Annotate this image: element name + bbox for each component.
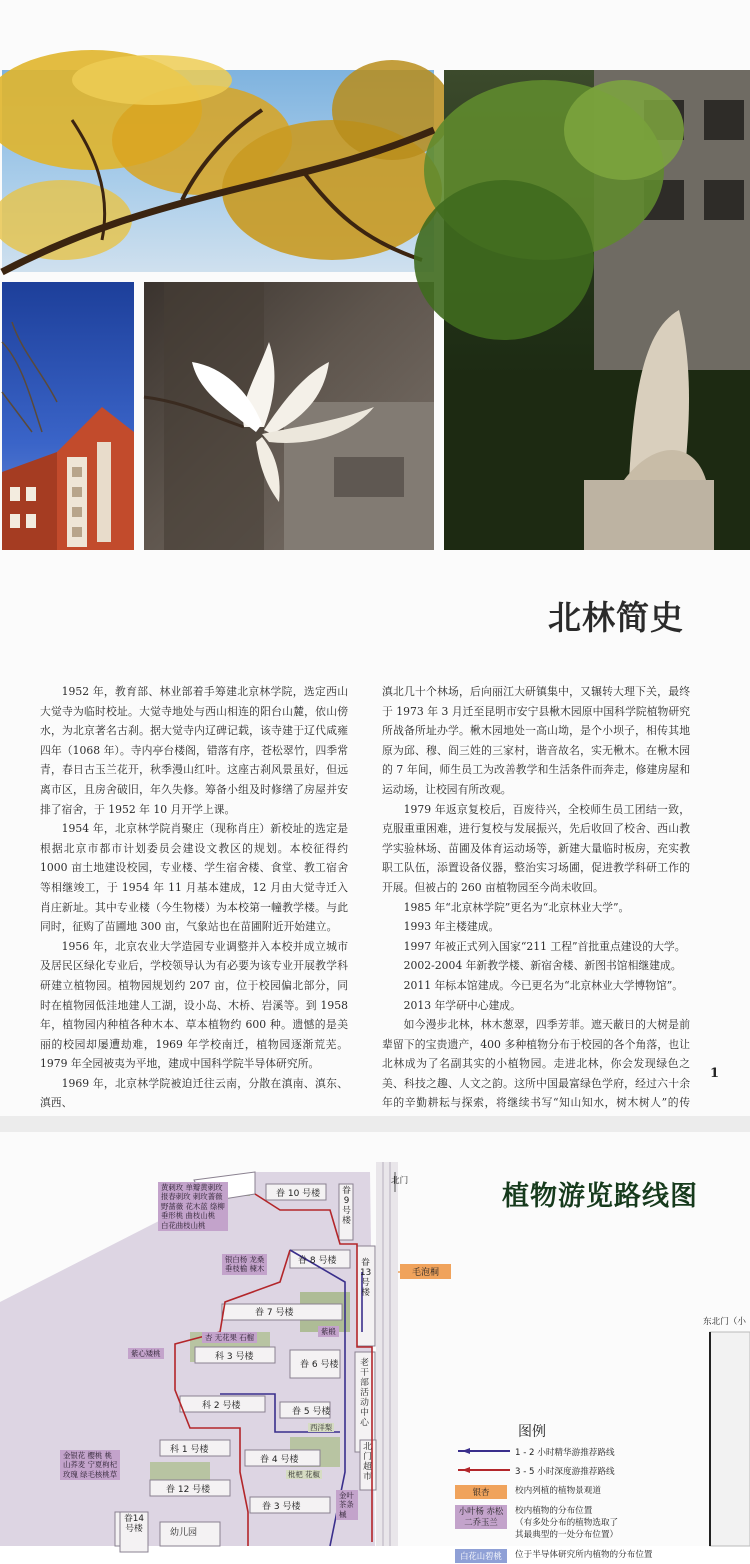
building-dorm10: 眷 10 号楼 bbox=[276, 1189, 321, 1199]
plant-label-group bbox=[318, 1326, 339, 1337]
legend-title: 图例 bbox=[518, 1424, 546, 1440]
building-dorm6: 眷 6 号楼 bbox=[300, 1360, 339, 1370]
page-divider bbox=[0, 1116, 750, 1132]
building-kindergarten: 幼儿园 bbox=[170, 1528, 198, 1538]
photo-magnolia-flower bbox=[144, 282, 434, 550]
paragraph: 2011 年标本馆建成。今已更名为“北京林业大学博物馆”。 bbox=[403, 978, 684, 992]
plant-label-group bbox=[60, 1450, 120, 1480]
plant-names: 黄刺玫 单瓣黄刺玫 bbox=[161, 1183, 223, 1192]
paragraph: 1952 年，教育部、林业部着手筹建北京林学院，选定西山大觉寺为临时校址。大觉寺地处与西山相连的阳台山麓，依山傍水，为北京著名古刹。据大觉寺内辽碑记载，该寺建于辽代咸雍四年（1068 年）。寺内亭台楼阁，错落有序，苍松翠竹，四季常青，春日古玉兰花开，秋季漫山红叶。这座古刹风景虽好，但远离市区，且房舍破旧，年久失修。筹备小组及时修缮了房屋并安排了宿舍，于 1952 年 10 月开学上课。 bbox=[40, 685, 348, 816]
building-dorm5: 眷 5 号楼 bbox=[292, 1407, 331, 1417]
plant-label-group bbox=[222, 1254, 267, 1275]
plant-names: 银白杨 龙桑 bbox=[225, 1255, 265, 1264]
northeast-gate-label: 东北门（小 bbox=[703, 1317, 746, 1327]
plant-names: 玫瑰 绿毛核桃草 bbox=[63, 1469, 118, 1479]
paragraph: 1954 年，北京林学院肖聚庄（现称肖庄）新校址的选定是根据北京市都市计划委员会建设文教区的规划。本校征得约 1000 亩土地建设校园，专业楼、学生宿舍楼、食堂、教工宿舍等相继竣工，于 1954 年 11 月基本建成，12 月由大觉寺迁入肖庄新址。其中专业楼（今生物楼）为本校第一幢教学楼。与此同时，征购了苗圃地 300 亩，气象站也在苗圃附近开始建立。 bbox=[40, 822, 348, 934]
book-page-plant-map bbox=[0, 1132, 750, 1561]
page-number: 1 bbox=[710, 1066, 720, 1081]
paragraph-continued: 滇北几十个林场，后向丽江大研镇集中，又辗转大理下关，最终于 1973 年 3 月迁至昆明市安宁县楸木园原中国科学院植物研究所战备所址办学。楸木园地处一高山坳，是个小坝子，相传其地原为邱、穆、阎三姓的三家村，谐音故名，实无楸木。在楸木园的 7 年间，师生员工为改善教学和生活条件而奔走，修建房屋和运动场，让校园有所改观。 bbox=[382, 685, 690, 796]
plant-label-group bbox=[202, 1332, 257, 1343]
building-dorm12: 眷 12 号楼 bbox=[166, 1485, 211, 1495]
plant-names: 金叶 茶条槭 bbox=[339, 1491, 354, 1519]
maopaotong-label: 毛泡桐 bbox=[400, 1264, 451, 1279]
paragraph: 2002-2004 年新教学楼、新宿舍楼、新图书馆相继建成。 bbox=[403, 959, 682, 973]
building-dorm14: 眷14号楼 bbox=[124, 1514, 144, 1534]
plant-label-group bbox=[308, 1423, 334, 1432]
photo-golden-tree bbox=[2, 70, 434, 272]
plant-names: 枇杷 花椒 bbox=[288, 1470, 320, 1479]
building-dorm8: 眷 8 号楼 bbox=[298, 1256, 337, 1266]
paragraph: 如今漫步北林，林木葱翠，四季芳菲。遮天蔽日的大树是前辈留下的宝贵遗产，400 多种植物分布于校园的各个角落，也让北林成为了名副其实的小植物园。走进北林，你会发现绿色之美、科技之趣、人文之韵。这所中国最富绿色学府，经过六十余年的辛勤耕耘与探索，将继续书写“知山知水，树木树人”的传 bbox=[382, 1018, 690, 1110]
text-column-left bbox=[40, 682, 348, 1113]
plant-names: 报春刺玫 刺玫蔷薇 bbox=[161, 1192, 223, 1202]
legend-key: 小叶杨 赤松 二乔玉兰 bbox=[455, 1505, 507, 1529]
legend-item-avenue bbox=[455, 1485, 705, 1500]
building-dorm4: 眷 4 号楼 bbox=[260, 1455, 299, 1465]
plant-names: 杏 无花果 石榴 bbox=[205, 1333, 255, 1342]
paragraph: 1997 年被正式列入国家“211 工程”首批重点建设的大学。 bbox=[403, 939, 686, 953]
plant-names: 西洋梨 bbox=[310, 1423, 333, 1432]
building-dorm13: 眷13号楼 bbox=[360, 1258, 372, 1298]
building-dorm7: 眷 7 号楼 bbox=[255, 1308, 294, 1318]
plant-label-group bbox=[158, 1182, 228, 1231]
text-column-right bbox=[382, 682, 690, 1133]
north-gate-label: 北门 bbox=[391, 1176, 409, 1186]
paragraph: 1969 年，北京林学院被迫迁往云南，分散在滇南、滇东、滇西、 bbox=[40, 1076, 348, 1110]
legend-item-institute-plants bbox=[455, 1549, 705, 1564]
photo-statue-courtyard bbox=[444, 70, 750, 550]
plant-names: 白花曲枝山桃 bbox=[161, 1220, 206, 1230]
legend-text: 校内植物的分布位置 （有多处分布的植物选取了 其最典型的一处分布位置） bbox=[515, 1506, 619, 1540]
legend-text: 校内列植的植物景观道 bbox=[515, 1486, 601, 1496]
building-ke2: 科 2 号楼 bbox=[202, 1401, 241, 1411]
legend-text: 3 - 5 小时深度游推荐路线 bbox=[515, 1467, 615, 1477]
building-dorm9: 眷9号楼 bbox=[342, 1186, 351, 1226]
paragraph: 2013 年学研中心建成。 bbox=[403, 998, 521, 1012]
legend-item-plant-location bbox=[455, 1505, 705, 1545]
plant-label-group bbox=[286, 1470, 322, 1479]
building-ke3: 科 3 号楼 bbox=[215, 1352, 254, 1362]
plant-label-group bbox=[128, 1348, 164, 1359]
paragraph: 1985 年“北京林学院”更名为“北京林业大学”。 bbox=[403, 900, 630, 914]
legend-item-short-route bbox=[455, 1447, 705, 1462]
paragraph: 1993 年主楼建成。 bbox=[403, 920, 500, 934]
paragraph: 1956 年，北京农业大学造园专业调整并入本校并成立城市及居民区绿化专业后，学校领导认为有必要为该专业开展教学科研建立植物园。植物园规划约 207 亩，位于校园偏北部分，同时在植物园低洼地建人工湖，设小岛、木桥、岩溪等。到 1958 年，植物园内种植各种木本、草本植物约 600 种。遗憾的是美丽的校园却屡遭劫难，1969 年学校南迁，植物园逐渐荒芜。1979 年全园被夷为平地，建成中国科学院半导体研究所。 bbox=[40, 939, 348, 1071]
plant-names: 垂枝榆 楝木 bbox=[225, 1264, 265, 1274]
plant-names: 山荞麦 宁夏枸杞 bbox=[63, 1460, 118, 1470]
paragraph: 1979 年返京复校后，百废待兴，全校师生员工团结一致，克服重重困难，进行复校与发展振兴，先后收回了校舍、西山教学实验林场、苗圃及体育运动场等，新建大量临时板房，充实教职工队伍，添置设备仪器，整治实习场圃，促进教学科研工作的开展。但被占的 260 亩植物园至今尚未收回。 bbox=[382, 802, 690, 894]
plant-names: 野蔷薇 花木蓝 绦柳 bbox=[161, 1201, 225, 1211]
map-title: 植物游览路线图 bbox=[502, 1181, 698, 1212]
legend-text: 位于半导体研究所内植物的分布位置 bbox=[515, 1550, 653, 1560]
building-ke1: 科 1 号楼 bbox=[170, 1445, 209, 1455]
building-north-supermarket: 北门超市 bbox=[363, 1442, 372, 1482]
plant-names: 紫椴 bbox=[321, 1327, 336, 1336]
legend-item-long-route bbox=[455, 1466, 705, 1481]
photo-brick-building bbox=[2, 282, 134, 550]
plant-label-group bbox=[336, 1490, 358, 1520]
building-activity-center: 老干部活动中心 bbox=[360, 1358, 369, 1428]
plant-names: 紫心矮桃 bbox=[131, 1349, 161, 1358]
legend-key: 白花山碧桃 bbox=[455, 1549, 507, 1563]
building-dorm3: 眷 3 号楼 bbox=[262, 1502, 301, 1512]
plant-names: 金银花 樱桃 桃 bbox=[63, 1451, 113, 1460]
legend-text: 1 - 2 小时精华游推荐路线 bbox=[515, 1448, 615, 1458]
plant-names: 垂形桃 曲枝山桃 bbox=[161, 1211, 216, 1221]
page-title: 北林简史 bbox=[548, 598, 684, 637]
legend-key: 银杏 bbox=[455, 1485, 507, 1499]
